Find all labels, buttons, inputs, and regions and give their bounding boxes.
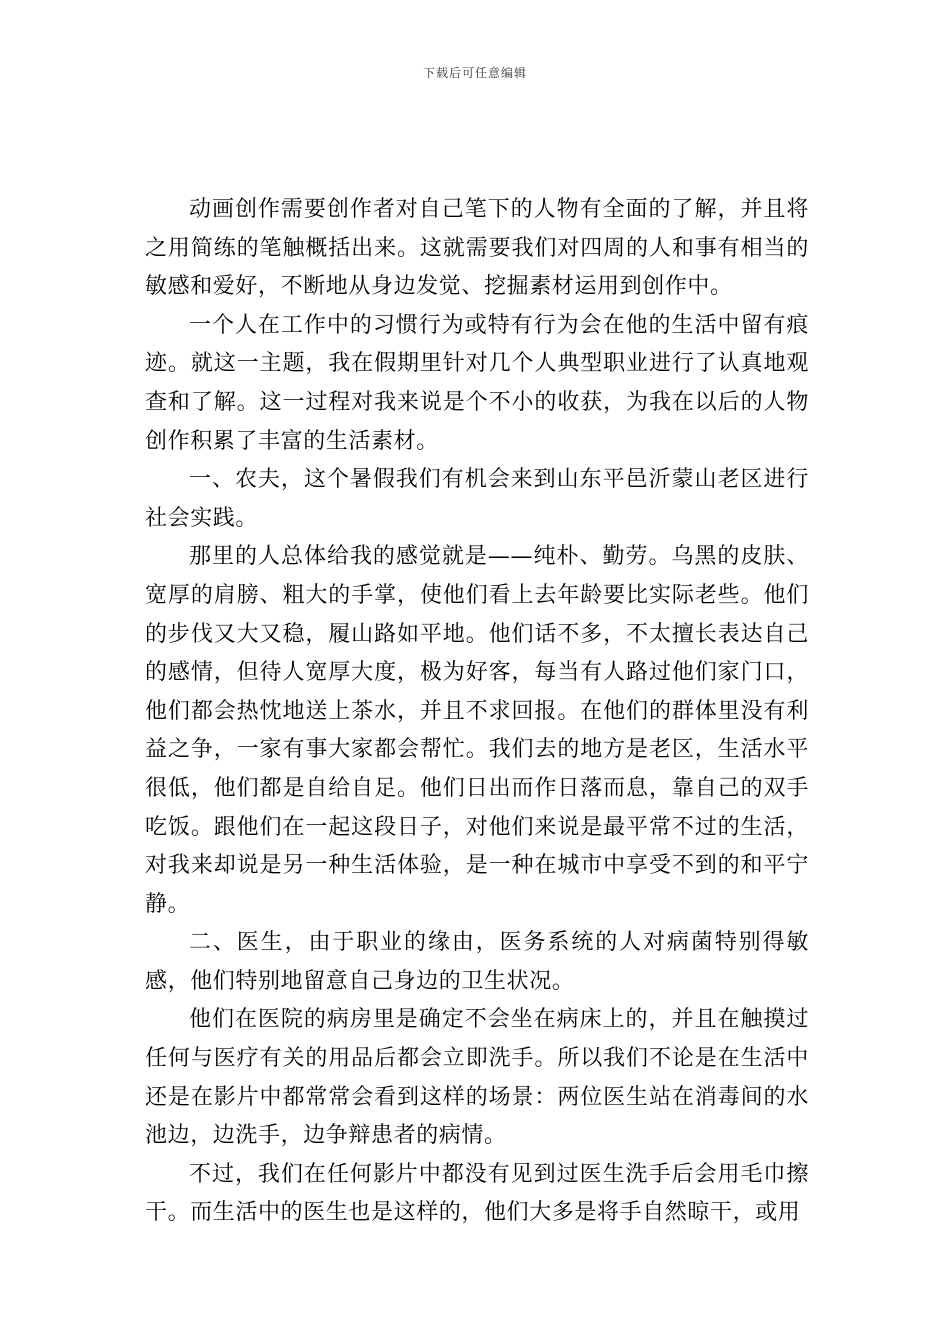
paragraph: 他们在医院的病房里是确定不会坐在病床上的，并且在触摸过任何与医疗有关的用品后都会立即洗手。所以我们不论是在生活中还是在影片中都常常会看到这样的场景：两位医生站在消毒间的水池边，边洗手，边争辩患者的病情。 (145, 1007, 809, 1149)
paragraph: 一个人在工作中的习惯行为或特有行为会在他的生活中留有痕迹。就这一主题，我在假期里针对几个人典型职业进行了认真地观查和了解。这一过程对我来说是个不小的收获，为我在以后的人物创作积累了丰富的生活素材。 (145, 312, 809, 454)
paragraph: 二、医生，由于职业的缘由，医务系统的人对病菌特别得敏感，他们特别地留意自己身边的卫生状况。 (145, 930, 809, 994)
document-body (145, 191, 809, 1233)
paragraph: 一、农夫，这个暑假我们有机会来到山东平邑沂蒙山老区进行社会实践。 (145, 467, 809, 531)
paragraph: 那里的人总体给我的感觉就是——纯朴、勤劳。乌黑的皮肤、宽厚的肩膀、粗大的手掌，使他们看上去年龄要比实际老些。他们的步伐又大又稳，履山路如平地。他们话不多，不太擅长表达自己的感情，但待人宽厚大度，极为好客，每当有人路过他们家门口，他们都会热忱地送上茶水，并且不求回报。在他们的群体里没有利益之争，一家有事大家都会帮忙。我们去的地方是老区，生活水平很低，他们都是自给自足。他们日出而作日落而息，靠自己的双手吃饭。跟他们在一起这段日子，对他们来说是最平常不过的生活，对我来却说是另一种生活体验，是一种在城市中享受不到的和平宁静。 (145, 544, 809, 917)
page-header: 下载后可任意编辑 (422, 66, 527, 80)
paragraph: 不过，我们在任何影片中都没有见到过医生洗手后会用毛巾擦干。而生活中的医生也是这样的，他们大多是将手自然晾干，或用 (145, 1161, 809, 1226)
paragraph: 动画创作需要创作者对自己笔下的人物有全面的了解，并且将之用简练的笔触概括出来。这就需要我们对四周的人和事有相当的敏感和爱好，不断地从身边发觉、挖掘素材运用到创作中。 (145, 197, 809, 300)
